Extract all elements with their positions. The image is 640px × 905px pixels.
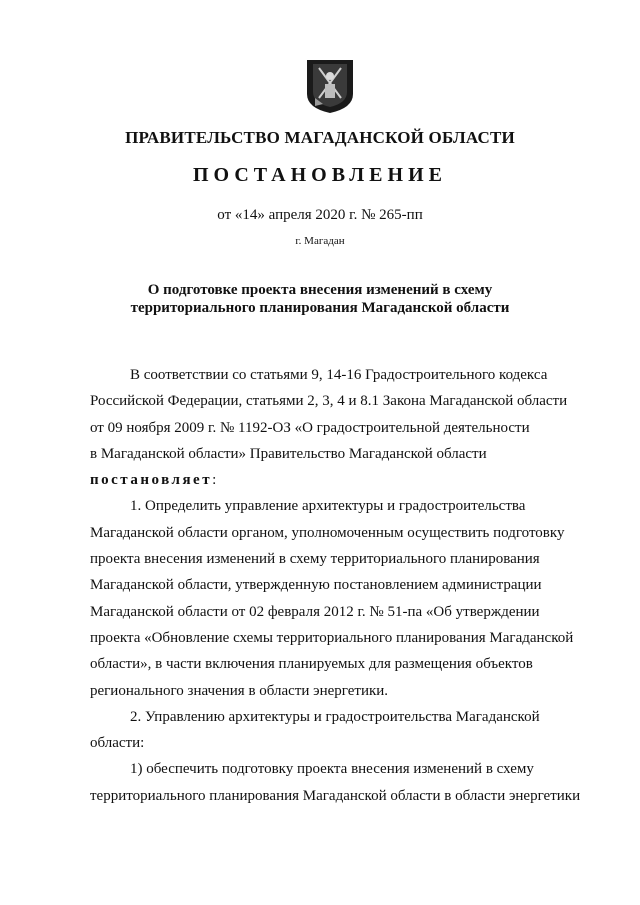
- item-1-line: Магаданской области, утвержденную постановлением администрации: [90, 577, 542, 594]
- item-1-line: области», в части включения планируемых для размещения объектов: [90, 656, 533, 673]
- resolution-word-line: [90, 467, 593, 493]
- preamble-line: в Магаданской области» Правительство Магаданской области: [90, 445, 487, 462]
- resolution-word: постановляет: [90, 472, 213, 489]
- government-name: ПРАВИТЕЛЬСТВО МАГАДАНСКОЙ ОБЛАСТИ: [125, 128, 515, 147]
- item-1-line: 1. Определить управление архитектуры и градостроительства: [130, 498, 526, 515]
- item-1-line: проекта внесения изменений в схему территориального планирования: [90, 551, 540, 568]
- preamble-line: В соответствии со статьями 9, 14-16 Градостроительного кодекса: [130, 367, 548, 383]
- preamble-line: Российской Федерации, статьями 2, 3, 4 и 8.1 Закона Магаданской области: [90, 393, 568, 410]
- document-type: ПОСТАНОВЛЕНИЕ: [193, 164, 447, 186]
- item-1-line: Магаданской области от 02 февраля 2012 г. № 51-па «Об утверждении: [90, 603, 540, 620]
- item-1-line: Магаданской области органом, уполномоченным осуществить подготовку: [90, 524, 565, 541]
- document-body: [90, 362, 593, 809]
- document-date-number: от «14» апреля 2020 г. № 265-пп: [217, 207, 423, 223]
- coat-of-arms-icon: [305, 58, 355, 114]
- document-title: [0, 281, 640, 317]
- document-city: г. Магадан: [295, 235, 345, 247]
- item-1-line: регионального значения в области энергетики.: [90, 682, 389, 699]
- item-2-line: области:: [90, 735, 145, 752]
- item-2-1-line: 1) обеспечить подготовку проекта внесения изменений в схему: [130, 761, 534, 778]
- item-2-1-line: территориального планирования Магаданской области в области энергетики: [90, 787, 581, 804]
- item-1-line: проекта «Обновление схемы территориального планирования Магаданской: [90, 629, 574, 646]
- preamble-line: от 09 ноября 2009 г. № 1192-ОЗ «О градостроительной деятельности: [90, 419, 530, 436]
- item-2-line: 2. Управлению архитектуры и градостроительства Магаданской: [130, 708, 540, 725]
- document-title-line: О подготовке проекта внесения изменений в схему: [147, 282, 493, 298]
- document-title-line: территориального планирования Магаданской области: [130, 300, 510, 316]
- resolution-colon: :: [212, 472, 217, 489]
